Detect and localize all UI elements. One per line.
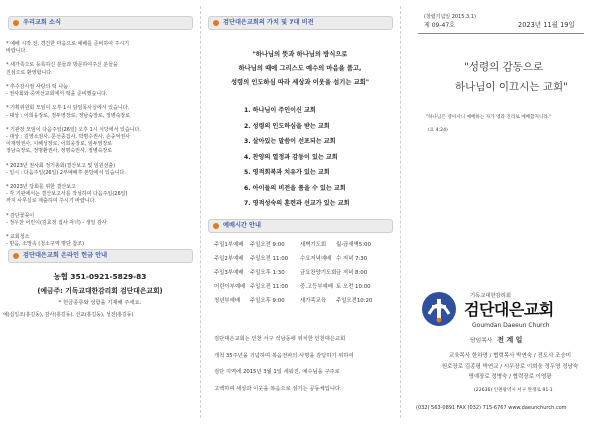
vision-item: 3. 살아있는 말씀이 선포되는 교회 — [244, 138, 336, 145]
news-line: * 교회청소 — [6, 234, 30, 241]
intro-line: 검단 지역에 2015년 3월 1일 세워진, 예수님을 구주로 — [214, 369, 340, 375]
worship-time: 주일오전 9:00 — [250, 242, 285, 248]
news-line: * 2023년 당회를 위한 결산보고 — [6, 184, 76, 190]
news-line: 바랍니다. — [6, 48, 27, 55]
worship-row — [214, 282, 384, 290]
left-panel — [0, 0, 200, 424]
news-line: * 기관장 모임이 다음주일(26일) 오후 1시 식당에서 있습니다. — [6, 126, 141, 133]
church-name: 검단대은교회 — [464, 300, 554, 319]
staff-line: 교육목사 한하영 / 협력목사 박연숙 / 전도사 조승미 — [448, 353, 572, 359]
news-line: 이재영권사, 이혜성장로, 이희웅장로, 임두영장로 — [6, 141, 113, 148]
vision-item: 6. 아이들의 비전을 품을 수 있는 교회 — [244, 184, 346, 192]
worship-time2: 수 저녁 7:30 — [336, 256, 368, 262]
worship-row — [214, 296, 384, 304]
worship-name2: 금요찬양기도회 — [300, 270, 337, 276]
offering-note: * 헌금종류와 성함을 기재해 주세요. — [58, 300, 142, 306]
online-offering-header: 검단대은교회 온라인 헌금 안내 — [8, 249, 193, 263]
vision-item: 7. 영적성숙의 훈련과 선교가 있는 교회 — [244, 200, 350, 207]
worship-time: 주일오전 11:00 — [250, 284, 289, 290]
header-rule — [418, 33, 584, 34]
worship-name2: 중.고등부예배 — [300, 284, 333, 290]
news-header: 우리교회 소식 — [8, 16, 193, 30]
pastor-line — [470, 336, 522, 345]
intro-line: 고백하며 세상과 이웃을 복음으로 섬기는 공동체입니다. — [214, 385, 342, 392]
pastor-name: 전 계 일 — [497, 336, 523, 344]
worship-name: 주일2부예배 — [214, 256, 244, 262]
worship-time2: 월-금새벽5:00 — [336, 242, 371, 248]
worship-time: 주일오전 11:00 — [250, 256, 289, 262]
news-line: * 감단꽃꽂이 — [6, 212, 35, 219]
news-line: * 새가족으로 등록하신 분들과 방문하여주신 분들을 — [6, 62, 118, 69]
vision-item: 4. 찬양의 열정과 감동이 있는 교회 — [244, 153, 338, 161]
registration-note: (창립기념일 2015.3.1) — [424, 14, 476, 20]
worship-time: 주일오후 1:30 — [250, 270, 285, 276]
worship-header: 예배시간 안내 — [208, 219, 393, 233]
account-holder: (예금주: 기독교대한감리회 검단대은교회) — [37, 287, 163, 295]
news-line: * 추수감사절 사랑의 떡 나눔 — [6, 83, 68, 90]
worship-name: 주일1부예배 — [214, 242, 244, 248]
vision-quote-line-2: 하나님의 때에 그리스도 예수의 마음을 품고, — [238, 65, 362, 72]
worship-time2: 금 저녁 8:00 — [336, 270, 368, 276]
pastor-label: 담임목사 — [470, 338, 493, 344]
worship-name2: 새벽기도회 — [300, 242, 327, 248]
news-line: * 2023년 권사회 정기총회(결산보고 및 임원선출) — [6, 162, 116, 169]
scripture-reference: (요 4:24) — [428, 128, 448, 133]
middle-panel — [200, 0, 400, 424]
staff-line: 명예장로 정병숙 / 협력장로 이영광 — [468, 374, 552, 380]
worship-time: 주일오후 9:00 — [250, 298, 285, 304]
news-line: - 정우찬 어린이(김효정 집사 자녀) - 생일 감사 — [6, 219, 107, 226]
intro-line: 개척 35주년을 기념하며 복음전파의 사명을 감당하기 위하여 — [214, 352, 354, 359]
worship-name2: 수요저녁예배 — [300, 256, 332, 262]
theme-line-2: 하나님이 이끄시는 교회" — [455, 81, 568, 93]
vision-quote-line-1: "하나님의 뜻과 하나님의 방식으로 — [252, 51, 348, 58]
news-line: 까지 사무실로 제출하여 주시기 바랍니다. — [6, 198, 97, 205]
worship-name: 주일3부예배 — [214, 270, 244, 276]
worship-row — [214, 254, 384, 262]
bank-account: 농협 351-0921-5829-83 — [53, 272, 147, 281]
news-line: * 예배 시작 전, 경건한 마음으로 예배를 준비하여 주시기 — [6, 41, 130, 47]
news-line: - 권사회와 중역선교회에서 떡을 준비했습니다. — [6, 91, 108, 98]
news-line: - 믿음, 소망속 (청소구역 명단 참조) — [6, 241, 85, 248]
worship-row — [214, 240, 384, 248]
news-line: - 각 기관에서는 결산보고서를 작성하여 다음주일(26일) — [6, 191, 128, 198]
news-line: * 기획위원회 모임이 오후 1시 담임목사실에서 있습니다. — [6, 105, 130, 112]
theme-line-1: "성령의 감동으로 — [464, 61, 544, 73]
church-logo-icon — [420, 290, 458, 328]
vision-item: 5. 영적회복과 치유가 있는 교회 — [244, 169, 330, 176]
vision-item: 2. 성령의 인도하심을 받는 교회 — [244, 122, 330, 130]
vision-header: 검단대은교회의 가치 및 7대 비전 — [208, 16, 393, 30]
worship-name2: 새가족교육 — [300, 298, 327, 304]
staff-line: 원로장로 김종평 박연교 / 시무장로 이희웅 정두영 정남숙 — [441, 363, 579, 370]
news-line: 정남숙장로, 정명환권사, 정명숙권사, 정병숙장로 — [6, 148, 113, 155]
intro-line: 검단대은교회는 인천 서구 석남동에 위치한 인천대은교회 — [214, 336, 346, 342]
church-address: (22636) 인천광역시 서구 완정로 91-1 — [474, 388, 553, 393]
offering-example: 예)십일조(홍길동), 감사(홍길동), 선교(홍길동), 성전(홍길동) — [3, 312, 134, 318]
scripture-verse: "하나님은 영이시니 예배하는 자가 영과 진리로 예배할지니라." — [426, 115, 552, 120]
worship-row — [214, 268, 384, 276]
worship-name: 어린이부예배 — [214, 284, 246, 290]
news-line: - 대상 : 김영소권사, 문선종집사, 박명수권사, 손중억권사 — [6, 133, 131, 140]
worship-name: 청년부예배 — [214, 298, 241, 304]
vision-quote-line-3: 성령의 인도하심 따라 세상과 이웃을 섬기는 교회" — [230, 79, 370, 86]
news-line: 진심으로 환영합니다. — [6, 69, 53, 76]
worship-time2: 주일오전10:20 — [336, 298, 373, 304]
news-line: - 일시 : 다음주일(26일) 2부예배후 본당에서 있습니다. — [6, 169, 126, 176]
volume-number: 제 09-47호 — [424, 22, 455, 29]
right-panel — [400, 0, 600, 424]
vision-item: 1. 하나님이 주인이신 교회 — [244, 107, 316, 114]
church-contact: (032) 563-0891 FAX (032) 715-6767 www.daeunchurch.com — [416, 405, 567, 411]
denomination-label: 기독교대한감리회 — [470, 293, 511, 299]
bulletin-date: 2023년 11월 19일 — [518, 21, 575, 29]
news-line: - 대상 : 이희웅장로, 정두영장로, 정남숙장로, 정병숙장로 — [6, 112, 131, 119]
church-name-english: Goumdan Daeeun Church — [472, 322, 550, 329]
worship-time2: 토 오전 10:00 — [336, 284, 371, 290]
